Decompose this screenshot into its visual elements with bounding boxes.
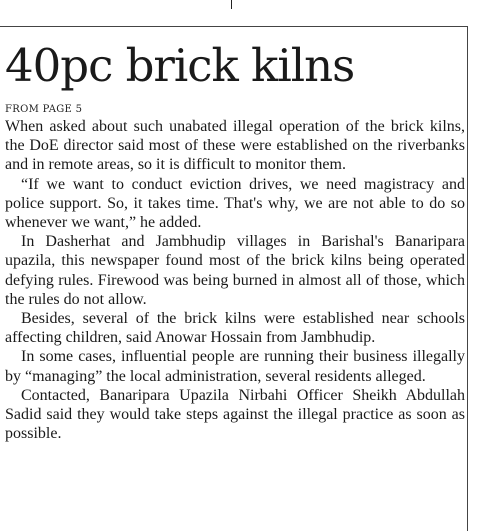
- paragraph: Contacted, Banaripara Upazila Nirbahi Officer Sheikh Abdullah Sadid said they would take steps against the illegal practice as soon as possible.: [5, 386, 465, 443]
- paragraph: In Dasherhat and Jambhudip villages in Barishal's Banaripara upazila, this newspaper found most of the brick kilns being operated defying rules. Firewood was being burned in almost all of those, which the rules do not allow.: [5, 233, 465, 308]
- paragraph: “If we want to conduct eviction drives, we need magistracy and police support. So, it takes time. That's why, we are not able to do so whenever we want,” he added.: [5, 175, 465, 232]
- column-rule-right: [467, 26, 468, 531]
- paragraph: When asked about such unabated illegal operation of the brick kilns, the DoE director said most of these were established on the riverbanks and in remote areas, so it is difficult to monitor them.: [5, 118, 465, 174]
- column-divider: [231, 0, 232, 9]
- previous-article-fragment: [0, 0, 468, 28]
- cut-off-text: [246, 0, 251, 4]
- article-headline: 40pc brick kilns: [5, 39, 355, 92]
- paragraph: Besides, several of the brick kilns were established near schools affecting children, said Anowar Hossain from Jambhudip.: [5, 310, 465, 347]
- section-rule: [0, 26, 468, 27]
- jump-line: FROM PAGE 5: [5, 104, 83, 115]
- article-body: [5, 117, 465, 443]
- paragraph: In some cases, influential people are running their business illegally by “managing” the local administration, several residents alleged.: [5, 348, 465, 385]
